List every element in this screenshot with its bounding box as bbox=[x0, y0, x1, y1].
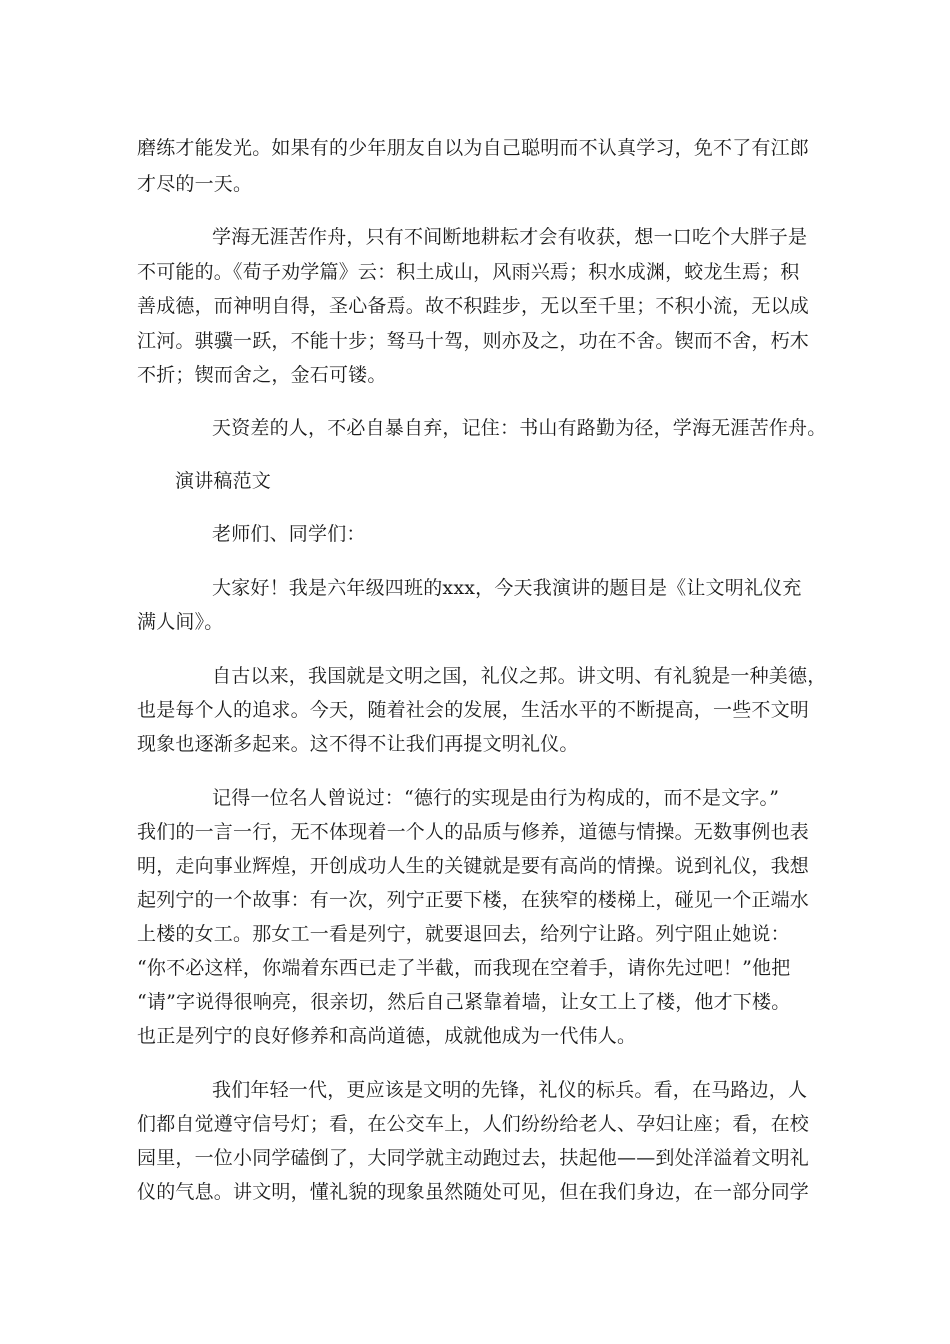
text-line: 起列宁的一个故事：有一次，列宁正要下楼，在狭窄的楼梯上，碰见一个正端水 bbox=[137, 889, 810, 911]
text-line: 明，走向事业辉煌，开创成功人生的关键就是要有高尚的情操。说到礼仪，我想 bbox=[137, 855, 810, 877]
text-line: 大家好！我是六年级四班的xxx，今天我演讲的题目是《让文明礼仪充 bbox=[212, 577, 802, 599]
text-line: “请”字说得很响亮，很亲切，然后自己紧靠着墙，让女工上了楼，他才下楼。 bbox=[137, 991, 791, 1013]
text-line: 园里，一位小同学磕倒了，大同学就主动跑过去，扶起他——到处洋溢着文明礼 bbox=[137, 1147, 810, 1169]
text-line: 现象也逐渐多起来。这不得不让我们再提文明礼仪。 bbox=[137, 733, 579, 755]
text-line: 记得一位名人曾说过：“德行的实现是由行为构成的，而不是文字。” bbox=[212, 787, 780, 809]
text-line: 自古以来，我国就是文明之国，礼仪之邦。讲文明、有礼貌是一种美德， bbox=[212, 665, 827, 687]
text-line: 上楼的女工。那女工一看是列宁，就要退回去，给列宁让路。列宁阻止她说： bbox=[137, 923, 790, 945]
text-line: 天资差的人，不必自暴自弃，记住：书山有路勤为径，学海无涯苦作舟。 bbox=[212, 417, 827, 439]
text-line: 仪的气息。讲文明，懂礼貌的现象虽然随处可见，但在我们身边，在一部分同学 bbox=[137, 1181, 810, 1203]
salutation: 老师们、同学们： bbox=[212, 523, 366, 545]
text-line: 不折；锲而舍之，金石可镂。 bbox=[137, 364, 387, 386]
text-line: 磨练才能发光。如果有的少年朋友自以为自己聪明而不认真学习，免不了有江郎 bbox=[137, 137, 810, 159]
text-line: 也正是列宁的良好修养和高尚道德，成就他成为一代伟人。 bbox=[137, 1025, 637, 1047]
section-heading: 演讲稿范文 bbox=[175, 470, 272, 492]
text-line: 善成德，而神明自得，圣心备焉。故不积跬步，无以至千里；不积小流，无以成 bbox=[137, 295, 810, 317]
text-line: 才尽的一天。 bbox=[137, 173, 253, 195]
text-line: 也是每个人的追求。今天，随着社会的发展，生活水平的不断提高，一些不文明 bbox=[137, 699, 810, 721]
text-line: “你不必这样，你端着东西已走了半截，而我现在空着手，请你先过吧！”他把 bbox=[137, 957, 791, 979]
text-line: 我们年轻一代，更应该是文明的先锋，礼仪的标兵。看，在马路边，人 bbox=[212, 1079, 808, 1101]
text-line: 江河。骐骥一跃，不能十步；驽马十驾，则亦及之，功在不舍。锲而不舍，朽木 bbox=[137, 330, 810, 352]
text-line: 们都自觉遵守信号灯；看，在公交车上，人们纷纷给老人、孕妇让座；看，在校 bbox=[137, 1113, 810, 1135]
text-line: 不可能的。《荀子劝学篇》云：积土成山，风雨兴焉；积水成渊，蛟龙生焉；积 bbox=[137, 261, 800, 283]
text-line: 学海无涯苦作舟，只有不间断地耕耘才会有收获，想一口吃个大胖子是 bbox=[212, 226, 808, 248]
text-line: 满人间》。 bbox=[137, 611, 224, 633]
text-line: 我们的一言一行，无不体现着一个人的品质与修养，道德与情操。无数事例也表 bbox=[137, 821, 810, 843]
